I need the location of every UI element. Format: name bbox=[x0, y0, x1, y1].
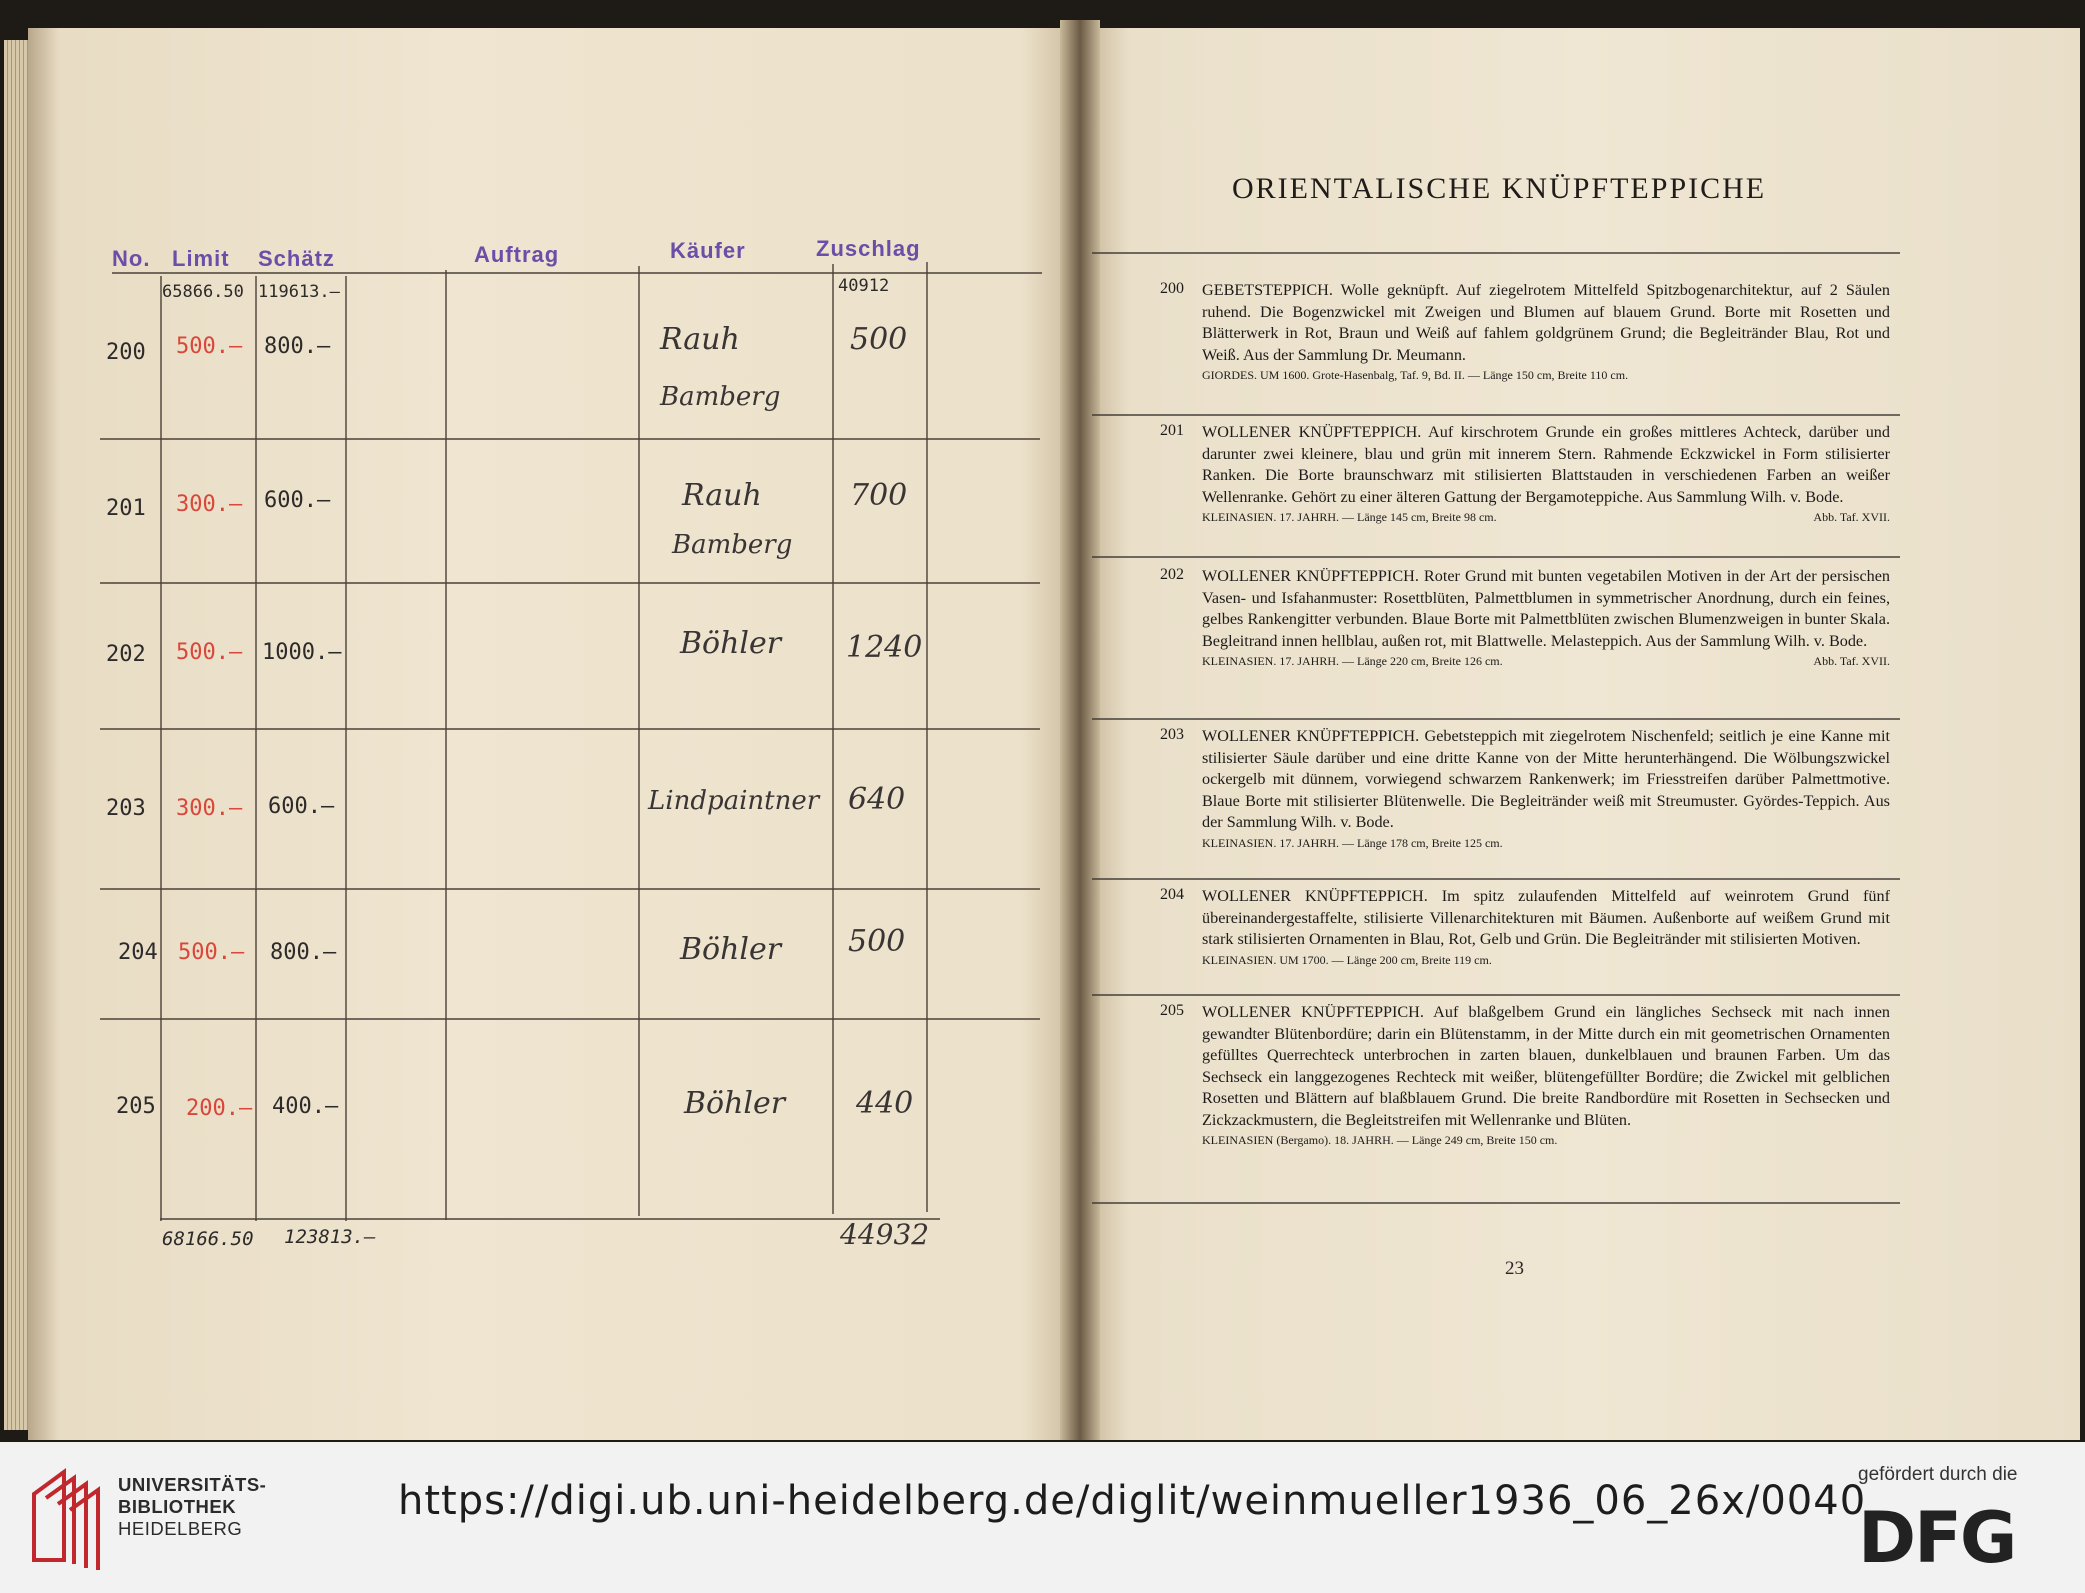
ledger-row-no: 202 bbox=[106, 642, 146, 667]
ledger-row-rule bbox=[100, 438, 1040, 440]
entry-number: 200 bbox=[1160, 280, 1184, 297]
entry-meta-text: KLEINASIEN (Bergamo). 18. JAHRH. — Länge 249 cm, Breite 150 cm. bbox=[1202, 1133, 1558, 1147]
page-number: 23 bbox=[1505, 1258, 1524, 1279]
ledger-row-schaetz: 800.– bbox=[270, 940, 337, 965]
catalog-rule bbox=[1092, 878, 1900, 880]
entry-number: 202 bbox=[1160, 566, 1184, 583]
viewer-footer bbox=[0, 1442, 2085, 1593]
ledger-col-line bbox=[255, 276, 257, 1221]
ledger-row-limit: 500.– bbox=[176, 334, 243, 359]
permalink-url[interactable]: https://digi.ub.uni-heidelberg.de/diglit/weinmueller1936_06_26x/0040 bbox=[398, 1478, 1867, 1524]
entry-provenance bbox=[1202, 834, 1890, 852]
entry-number: 203 bbox=[1160, 726, 1184, 743]
catalog-rule bbox=[1092, 994, 1900, 996]
catalog-entry-203 bbox=[1160, 726, 1890, 852]
ledger-col-line bbox=[926, 262, 928, 1212]
entry-number: 204 bbox=[1160, 886, 1184, 903]
entry-provenance bbox=[1202, 508, 1890, 526]
ledger-col-line bbox=[445, 270, 447, 1220]
library-name-line3: HEIDELBERG bbox=[118, 1518, 243, 1539]
ledger-row-schaetz: 1000.– bbox=[262, 640, 342, 665]
ledger-row-limit: 300.– bbox=[176, 796, 243, 821]
funding-caption: gefördert durch die bbox=[1858, 1464, 2018, 1485]
entry-meta-text: KLEINASIEN. UM 1700. — Länge 200 cm, Breite 119 cm. bbox=[1202, 952, 1492, 967]
ledger-row-limit: 500.– bbox=[176, 640, 243, 665]
entry-provenance bbox=[1202, 951, 1890, 969]
university-library-logo-icon[interactable] bbox=[24, 1464, 104, 1570]
entry-description: WOLLENER KNÜPFTEPPICH. Im spitz zulaufenden Mittelfeld auf weinrotem Grund fünf übereinandergestaffelte, stilisierte Villenarchitekturen mit Bäumen. Außenborte auf weißem Grund mit stark stilisierten Ornamenten in Blau, Rot, Gelb und Grün. Die Begleitränder mit stilisierten Motiven. bbox=[1202, 887, 1890, 948]
entry-meta-text: KLEINASIEN. 17. JAHRH. — Länge 145 cm, Breite 98 cm. bbox=[1202, 510, 1497, 524]
entry-provenance bbox=[1202, 1131, 1890, 1149]
ledger-row-buyer-city: Bamberg bbox=[672, 530, 793, 560]
ledger-row-buyer: Lindpaintner bbox=[648, 786, 820, 816]
ledger-row-limit: 200.– bbox=[186, 1096, 253, 1121]
ledger-row-rule bbox=[100, 1018, 1040, 1020]
book-spine bbox=[1060, 20, 1100, 1440]
ledger-row-hammer: 640 bbox=[848, 782, 906, 817]
catalog-rule bbox=[1092, 1202, 1900, 1204]
ledger-row-no: 203 bbox=[106, 796, 146, 821]
col-header-limit: Limit bbox=[172, 246, 230, 271]
ledger-row-hammer: 500 bbox=[848, 924, 906, 959]
catalog-entry-204 bbox=[1160, 886, 1890, 969]
ledger-col-line bbox=[345, 276, 347, 1221]
total-schaetz: 123813.– bbox=[284, 1226, 376, 1248]
entry-description: WOLLENER KNÜPFTEPPICH. Gebetsteppich mit ziegelrotem Nischenfeld; seitlich je eine Kanne mit stilisierter Säule darüber und eine dritte Kanne von der Mitte herunterhängend. Die Wölbungszwickel ockergelb mit dünnem, vorwiegend schwarzem Rankenwerk; im Friesstreifen darüber Palmettmotive. Blaue Borte mit stilisierter Blütenwelle. Die Begleitränder weiß mit Streumuster. Györdes-Teppich. Aus der Sammlung Wilh. v. Bode. bbox=[1202, 727, 1890, 831]
carry-limit: 65866.50 bbox=[162, 282, 244, 302]
ledger-row-hammer: 500 bbox=[850, 322, 908, 357]
ledger-row-no: 204 bbox=[118, 940, 158, 965]
entry-meta-text: GIORDES. UM 1600. Grote-Hasenbalg, Taf. 9, Bd. II. — Länge 150 cm, Breite 110 cm. bbox=[1202, 368, 1629, 382]
ledger-row-rule bbox=[100, 582, 1040, 584]
entry-description: WOLLENER KNÜPFTEPPICH. Auf kirschrotem Grunde ein großes mittleres Achteck, darüber und darunter zwei kleinere, blau und grün mit innerem Stern. Rahmende Eckzwickel in Form stilisierter Ranken. Die Borte braunschwarz mit stilisierten Blattstauden in verschiedenen Farben an weißer Wellenranke. Gehört zu einer älteren Gattung der Bergamoteppiche. Aus Sammlung Wilh. v. Bode. bbox=[1202, 423, 1890, 506]
ledger-row-buyer: Böhler bbox=[684, 1086, 786, 1121]
catalog-entry-202 bbox=[1160, 566, 1890, 670]
carry-schaetz: 119613.– bbox=[258, 282, 340, 302]
entry-description: WOLLENER KNÜPFTEPPICH. Roter Grund mit bunten vegetabilen Motiven in der Art der persischen Vasen- und Isfahanmuster: Rosettblüten, Palmettblumen in symmetrischer Anordnung, durch ein feines, gelbes Rankengitter verbunden. Blaue Borte mit Palmettblüten zwischen Blumenzweigen in bunter Skala. Begleitrand innen hellblau, außen rot, mit Blattwelle. Melasteppich. Aus der Sammlung Wilh. v. Bode. bbox=[1202, 567, 1890, 650]
entry-plate-ref: Abb. Taf. XVII. bbox=[1813, 654, 1890, 668]
catalog-entry-205 bbox=[1160, 1002, 1890, 1149]
catalog-rule bbox=[1092, 252, 1900, 254]
entry-description: GEBETSTEPPICH. Wolle geknüpft. Auf ziegelrotem Mittelfeld Spitzbogenarchitektur, auf 2 Säulen ruhend. Die Bogenzwickel mit Zweigen und Blumen auf blauem Grund. Borte mit Rosetten und Blätterwerk in Rot, Braun und Weiß auf fahlem goldgrünem Grund; die Begleitränder Blau, Rot und Weiß. Aus der Sammlung Dr. Meumann. bbox=[1202, 281, 1890, 364]
entry-description: WOLLENER KNÜPFTEPPICH. Auf blaßgelbem Grund ein längliches Sechseck mit nach innen gewandter Blütenbordüre; darin ein Blütenstamm, in der Mitte durch ein mit geometrischen Ornamenten gefülltes Querrechteck unterbrochen in zarten blauen, dunkelblauen und braunen Farben. Um das Sechseck ein langgezogenes Rechteck mit weißer, blütengefüllter Bordüre; die Zwickel mit gelblichen Rosetten und Blättern auf blaßblauem Grund. Die breite Randbordüre mit Rosetten in Sechsecken und Zickzackmustern, die Begleitstreifen mit Wellenranke und Blüten. bbox=[1202, 1003, 1890, 1129]
col-header-no: No. bbox=[112, 246, 151, 271]
col-header-auftrag: Auftrag bbox=[474, 242, 560, 267]
catalog-rule bbox=[1092, 718, 1900, 720]
catalog-rule bbox=[1092, 414, 1900, 416]
ledger-row-rule bbox=[100, 728, 1040, 730]
ledger-row-buyer: Rauh bbox=[682, 478, 762, 513]
total-zuschlag: 44932 bbox=[840, 1218, 930, 1251]
ledger-row-buyer: Böhler bbox=[680, 932, 782, 967]
ledger-row-no: 205 bbox=[116, 1094, 156, 1119]
catalog-title: ORIENTALISCHE KNÜPFTEPPICHE bbox=[1232, 172, 1767, 205]
entry-number: 205 bbox=[1160, 1002, 1184, 1019]
ledger-row-buyer-city: Bamberg bbox=[660, 382, 781, 412]
ledger-row-hammer: 440 bbox=[856, 1086, 914, 1121]
ledger-total-rule bbox=[160, 1218, 940, 1220]
ledger-col-line bbox=[638, 266, 640, 1216]
ledger-row-schaetz: 400.– bbox=[272, 1094, 339, 1119]
ledger-row-buyer: Böhler bbox=[680, 626, 782, 661]
ledger-row-schaetz: 600.– bbox=[264, 488, 331, 513]
entry-meta-text: KLEINASIEN. 17. JAHRH. — Länge 178 cm, Breite 125 cm. bbox=[1202, 835, 1503, 850]
entry-number: 201 bbox=[1160, 422, 1184, 439]
ledger-row-no: 200 bbox=[106, 340, 146, 365]
ledger-col-line bbox=[832, 264, 834, 1214]
entry-provenance bbox=[1202, 652, 1890, 670]
ledger-header-rule bbox=[112, 272, 1042, 274]
ledger-row-schaetz: 600.– bbox=[268, 794, 335, 819]
library-name-line1: UNIVERSITÄTS- bbox=[118, 1474, 267, 1495]
catalog-entry-200 bbox=[1160, 280, 1890, 384]
total-limit: 68166.50 bbox=[162, 1228, 254, 1250]
ledger-row-limit: 300.– bbox=[176, 492, 243, 517]
col-header-schaetz: Schätz bbox=[258, 246, 335, 271]
library-name-line2: BIBLIOTHEK bbox=[118, 1496, 237, 1517]
entry-provenance bbox=[1202, 366, 1890, 384]
ledger-row-schaetz: 800.– bbox=[264, 334, 331, 359]
ledger-col-line bbox=[160, 276, 162, 1221]
ledger-row-hammer: 700 bbox=[850, 478, 908, 513]
ledger-row-limit: 500.– bbox=[178, 940, 245, 965]
ledger-row-hammer: 1240 bbox=[846, 630, 923, 665]
carry-zuschlag: 40912 bbox=[838, 276, 890, 296]
col-header-zuschlag: Zuschlag bbox=[816, 236, 921, 261]
col-header-kaeufer: Käufer bbox=[670, 238, 746, 263]
entry-meta-text: KLEINASIEN. 17. JAHRH. — Länge 220 cm, Breite 126 cm. bbox=[1202, 654, 1503, 668]
entry-plate-ref: Abb. Taf. XVII. bbox=[1813, 510, 1890, 524]
university-library-name[interactable] bbox=[118, 1474, 266, 1540]
catalog-rule bbox=[1092, 556, 1900, 558]
ledger-row-rule bbox=[100, 888, 1040, 890]
ledger-row-buyer: Rauh bbox=[660, 322, 740, 357]
catalog-entry-201 bbox=[1160, 422, 1890, 526]
ledger-row-no: 201 bbox=[106, 496, 146, 521]
dfg-logo[interactable]: DFG bbox=[1858, 1497, 2016, 1579]
